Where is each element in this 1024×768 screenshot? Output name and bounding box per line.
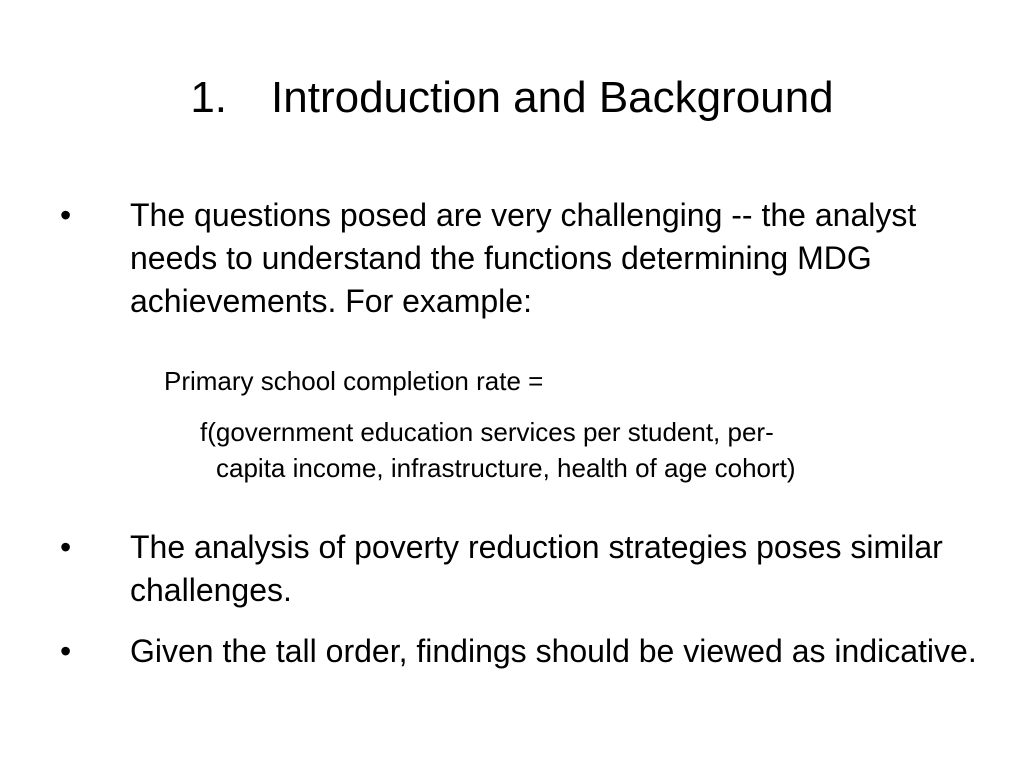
bullet-text: The analysis of poverty reduction strategies poses similar challenges. [130,529,943,608]
bullet-item [60,630,980,673]
bullet-text: The questions posed are very challenging -- the analyst needs to understand the functions determining MDG achievements. For example: [130,197,917,319]
formula-heading: Primary school completion rate = [164,366,544,396]
bullet-marker: • [60,633,72,669]
bullet-item [60,526,980,612]
bullet-marker: • [60,197,72,233]
bullet-item [60,194,980,323]
bullet-marker: • [60,529,72,565]
title-number: 1. [190,73,228,122]
formula-line-1: f(government education services per student, per- [200,417,774,447]
title-text: Introduction and Background [271,73,834,122]
formula-line-2: capita income, infrastructure, health of age cohort) [216,453,796,483]
slide-title [0,72,1024,124]
bullet-text: Given the tall order, findings should be viewed as indicative. [130,633,977,669]
formula-expression [200,414,990,486]
